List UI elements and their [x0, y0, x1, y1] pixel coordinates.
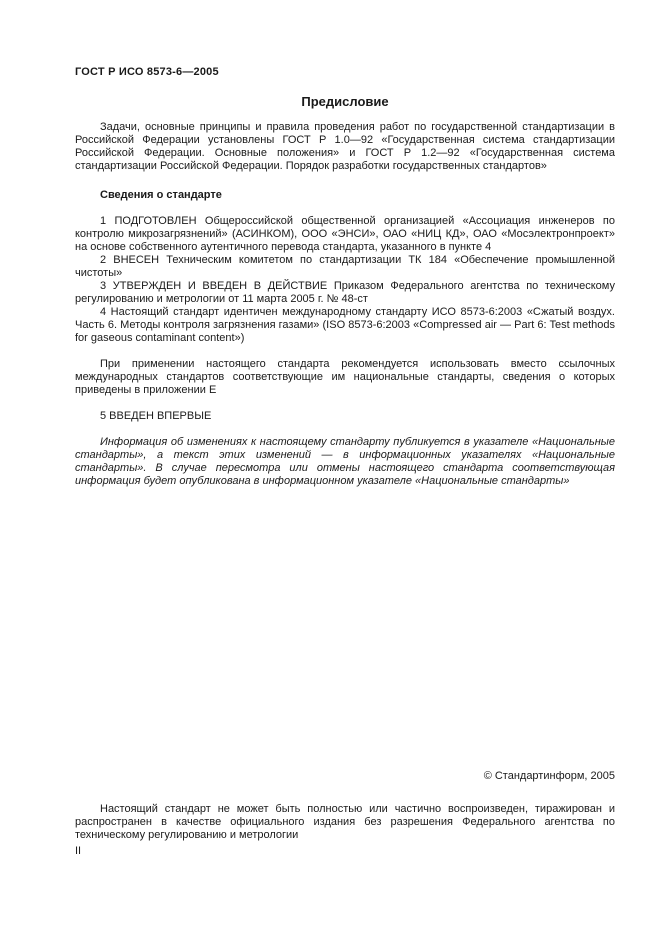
- standard-info-item-4: 4 Настоящий стандарт идентичен международному стандарту ИСО 8573-6:2003 «Сжатый воздух. Часть 6. Методы контроля загрязнения газами» (ISO 8573-6:2003 «Compressed air — Part 6: Test methods for gaseous contaminant content»): [75, 306, 615, 344]
- amendments-note: Информация об изменениях к настоящему стандарту публикуется в указателе «Национальные стандарты», а текст этих изменений — в информационных указателях «Национальные стандарты». В случае пересмотра или отмены настоящего стандарта соответствующая информация будет опубликована в информационном указателе «Национальные стандарты»: [75, 436, 615, 487]
- document-content: [75, 66, 615, 488]
- page-number: II: [75, 845, 82, 857]
- application-note: При применении настоящего стандарта рекомендуется использовать вместо ссылочных международных стандартов соответствующие им национальные стандарты, сведения о которых приведены в приложении Е: [75, 358, 615, 396]
- document-code-header: ГОСТ Р ИСО 8573-6—2005: [75, 66, 219, 78]
- reproduction-notice: Настоящий стандарт не может быть полностью или частично воспроизведен, тиражирован и распространен в качестве официального издания без разрешения Федерального агентства по техническому регулированию и метрологии: [75, 803, 615, 841]
- copyright-notice: © Стандартинформ, 2005: [483, 770, 615, 782]
- standard-info-item-2: 2 ВНЕСЕН Техническим комитетом по стандартизации ТК 184 «Обеспечение промышленной чистоты»: [75, 254, 615, 279]
- standard-info-item-5: 5 ВВЕДЕН ВПЕРВЫЕ: [100, 410, 212, 422]
- standard-info-item-1: 1 ПОДГОТОВЛЕН Общероссийской общественной организацией «Ассоциация инженеров по контролю микрозагрязнений» (АСИНКОМ), ООО «ЭНСИ», ОАО «НИЦ КД», ОАО «Мосэлектронпроект» на основе собственного аутентичного перевода стандарта, указанного в пункте 4: [75, 215, 615, 253]
- intro-paragraph: Задачи, основные принципы и правила проведения работ по государственной стандартизации в Российской Федерации установлены ГОСТ Р 1.0—92 «Государственная система стандартизации Российской Федерации. Основные положения» и ГОСТ Р 1.2—92 «Государственная система стандартизации Российской Федерации. Порядок разработки государственных стандартов»: [75, 121, 615, 172]
- standard-info-item-3: 3 УТВЕРЖДЕН И ВВЕДЕН В ДЕЙСТВИЕ Приказом Федерального агентства по техническому регулированию и метрологии от 11 марта 2005 г. № 48-ст: [75, 280, 615, 305]
- section-heading-standard-info: Сведения о стандарте: [100, 189, 222, 201]
- page-title: Предисловие: [301, 94, 389, 109]
